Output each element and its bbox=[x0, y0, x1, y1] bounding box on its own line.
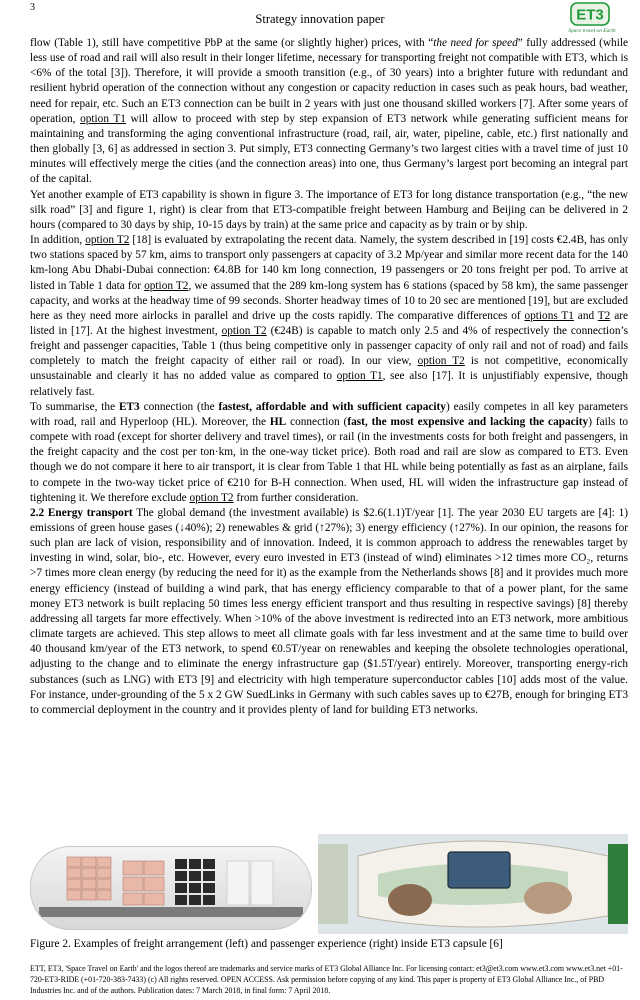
et3-logo-mark bbox=[570, 2, 610, 26]
option-t1-link: option T1 bbox=[80, 112, 126, 125]
passenger-experience-image bbox=[318, 834, 628, 934]
freight-capsule-illustration bbox=[31, 847, 311, 929]
page-header-title: Strategy innovation paper bbox=[255, 12, 385, 26]
logo-tagline: Space travel on Earth bbox=[568, 28, 616, 34]
paragraph-summary: To summarise, the ET3 connection (the fastest, affordable and with sufficient capacity) easily competes in all key parameters with road, rail and Hyperloop (HL). Moreover, the HL connection (fast, the most expensive and lacking the capacity) fails to compete with road (except for shorter delivery and travel times), or rail (in the investments costs for both freight and passengers, in the freight capacity and the cost per ton·km, in the one-way ticket price). Both road and rail are slow as compared to ET3. Even though we do not compare it here to air transport, it is clear from Table 1 that HL while being potentially as fast as an airplane, fails to compete in the two-way ticket price of €210 for B-H connection. When used, HL will widen the infrastructure gap instead of tightening it. We therefore exclude option T2 from further consideration. bbox=[30, 400, 628, 504]
logo-wordmark: ET3 bbox=[576, 6, 604, 24]
page-footer: ETT, ET3, 'Space Travel on Earth' and the logos thereof are trademarks and service marks of ET3 Global Alliance Inc. For licensing contact: et3@et3.com www.et3.com www.et3.net +01-720-ET3-RIDE (+01-720-383-7433) (c) All rights reserved. OPEN ACCESS. Ask permission before copying of any kind. This paper is property of ET3 Global Alliance Inc., of PBD Industries Inc. and of the authors. Publication dates: 7 March 2018, in final form: 7 April 2018. bbox=[30, 964, 623, 995]
paragraph-t1: flow (Table 1), still have competitive PbP at the same (or slightly higher) prices, with “the need for speed” fully addressed (while less use of road and rail will also result in their longer lifetime, necessary for transporting freight not compatible with ET3, which is <6% of the total [3]). Therefore, it will provide a smooth transition (e.g., of 30 years) into a brighter future with redundant and resilient hybrid operation of the connection without any congestion or capacity reduction in cases such as peak hours, bad weather, need for repair, etc. Such an ET3 connection can be built in 2 years with just one thousand skilled workers [7]. After some years of operation, option T1 will allow to proceed with step by step expansion of ET3 network while generating sufficient means for maintaining and transforming the aging conventional infrastructure (road, rail, air, water, pipeline, cable, etc.) first nationally and then globally [3, 6] as addressed in section 3. Put simply, ET3 connecting Germany’s two largest cities with a travel time of just 10 minutes will effectively merge the cities (and the connection areas) into one, thus Germany’s largest port becoming an integral part of the capital. bbox=[30, 37, 629, 186]
passenger-capsule-illustration bbox=[318, 834, 628, 934]
paragraph-t2: In addition, option T2 [18] is evaluated by extrapolating the recent data. Namely, the system described in [19] costs €2.4B, has only two stations spaced by 57 km, aims to transport only passengers at capacity of 3.2 Mp/year and similar more recent data for the 140 km-long Abu Dhabi-Dubai connection: €4.8B for 140 km long connection, 19 passengers or 20 tons freight per pod. To arrive at listed in Table 1 data for option T2, we assumed that the 289 km-long system has 6 stations (spaced by 58 km), the same passenger capacity, and works at the headway time of 99 seconds. Shorter headway times of 10 to 20 sec are mentioned [19], but are excluded here as they need more airlocks in parallel and drive up the costs rapidly. The comparative differences of options T1 and T2 are listed in [17]. At the highest investment, option T2 (€24B) is capable to match only 2.5 and 4% of respectively the connection’s freight and passenger capacities, Table 1 (thus being competitive only in passenger capacity of only rail and not of road) and fails completely to match the freight capacity of either rail or road). In our view, option T2 is not competitive, economically unsustainable and clearly it has no added value as compared to option T1, see also [17]. It is unjustifiably expensive, though relatively fast. bbox=[30, 234, 629, 398]
page-number: 3 bbox=[30, 2, 35, 13]
et3-logo bbox=[556, 2, 628, 38]
section-title-energy-transport: 2.2 Energy transport bbox=[30, 506, 133, 519]
figure-caption: Figure 2. Examples of freight arrangement (left) and passenger experience (right) inside ET3 capsule [6] bbox=[30, 938, 503, 950]
freight-arrangement-image bbox=[30, 846, 312, 930]
paragraph-silk-road: Yet another example of ET3 capability is shown in figure 3. The importance of ET3 for long distance transportation (e.g., “the new silk road” [3] and figure 1, right) is clear from that ET3-compatible freight between Hamburg and Beijing can be delivered in 2 hours (compared to 30 days by ship, 10-15 days by train) at the same price and capacity as by train or by ship. bbox=[30, 188, 628, 231]
article-body bbox=[30, 36, 628, 718]
figure-2 bbox=[30, 834, 628, 934]
paragraph-energy: 2.2 Energy transport The global demand (the investment available) is $2.6(1.1)T/year [1]. The year 2030 EU targets are [4]: 1) emissions of green house gases (↓40%); 2) renewables & grid (↑27%); 3) energy efficiency (↑27%). In our opinion, the reasons for such plan are lack of vision, responsibility and of innovation. Indeed, it is common approach to address the renewables target by investing in wind, solar, bio-, etc. However, every euro invested in ET3 (instead of wind) eliminates >12 times more CO₂, returns >7 times more clean energy (by reducing the need for it) as the example from the Netherlands shows [8] and it provides much more energy efficiency (instead of building a wind park, that has energy efficiency comparable to that of a power plant, for the same money ET3 network is built replacing 50 times less energy efficient transport and thus resulting in respective savings) [8] thereby addressing all targets far more effectively. When >10% of the above investment is redirected into an ET3 network, more ambitious climate targets are achieved. This step allows to meet all climate goals with far less investment and at the same time to build over 40 thousand km/year of the ET3 network, to spend €0.5T/year on renewables and keeping the obsolete technologies operational, adjusting to the change and to eliminate the energy infrastructure gap ($1.5T/year) entirely. Moreover, transporting energy-rich substances (such as LNG) with ET3 [9] and electricity with high temperature superconductor cables [10] adds most of the value. For instance, under-grounding of the 5 x 2 GW SuedLinks in Germany with such cables saves up to €27B, enough for bringing ET3 to commercial deployment in the country and it provides plenty of land for building ET3 networks. bbox=[30, 506, 628, 716]
